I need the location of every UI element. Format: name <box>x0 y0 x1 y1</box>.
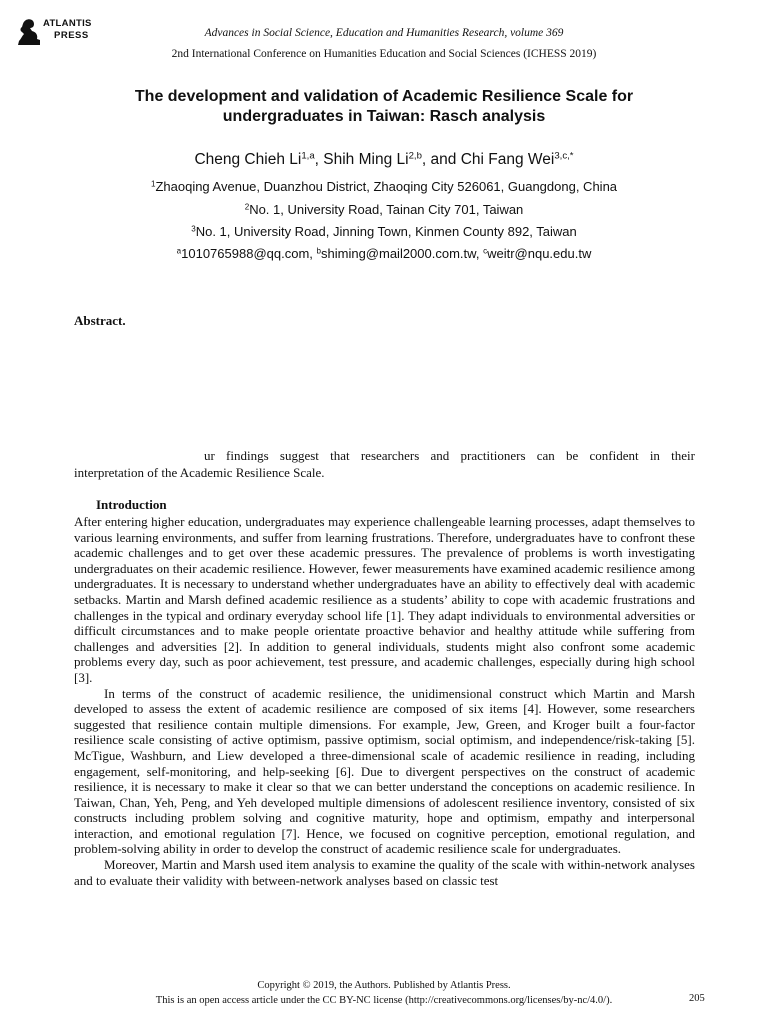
email-link[interactable]: 1010765988@qq.com <box>181 246 310 261</box>
copyright-notice: Copyright © 2019, the Authors. Published by Atlantis Press. <box>257 980 511 991</box>
author-list <box>74 151 694 169</box>
affiliation <box>74 179 694 194</box>
publisher-name-line1: ATLANTIS <box>43 18 92 29</box>
journal-header: Advances in Social Science, Education and Humanities Research, volume 369 <box>204 27 564 39</box>
author-separator: , and <box>421 151 461 168</box>
paper-title <box>74 87 694 127</box>
email-marker: a <box>176 246 182 256</box>
paper-title-line2: undergraduates in Taiwan: Rasch analysis <box>222 108 546 125</box>
abstract-heading: Abstract. <box>74 313 126 328</box>
email-link[interactable]: weitr@nqu.edu.tw <box>487 246 592 261</box>
affiliation-number: 1 <box>150 179 156 189</box>
email-separator: , <box>309 246 317 261</box>
author-name: Shih Ming Li <box>323 151 409 168</box>
body-paragraph: In terms of the construct of academic resilience, the unidimensional construct which Martin and Marsh developed to assess the extent of academic resilience are composed of six items [4]. However, some researchers suggested that resilience contain multiple dimensions. For example, Jew, Green, and Kroger built a four-factor resilience scale consisting of active optimism, passive optimism, social optimism, and independence/risk-taking [5]. McTigue, Washburn, and Liew developed a three-dimensional scale of academic resilience in reading, including engagement, self-monitoring, and help-seeking [6]. Due to divergent perspectives on the construct of academic resilience, it is necessary to make it clear so that we can better understand the conceptions on academic resilience. In Taiwan, Chan, Yeh, Peng, and Yeh developed multiple dimensions of adolescent resilience inventory, consisted of six constructs including problem solving and cognitive maturity, hope and optimism, empathy and interpersonal interaction, and emotional regulation [7]. Hence, we focused on cognitive perception, emotional regulation, and problem-solving ability in order to develop the construct of academic resilience scale for undergraduates. <box>74 685 695 857</box>
body-paragraph: Moreover, Martin and Marsh used item analysis to examine the quality of the scale with within-network analyses and to evaluate their validity with between-network analyses based on classic test <box>74 857 695 888</box>
page-number: 205 <box>689 993 705 1004</box>
author-emails <box>74 246 694 261</box>
email-separator: , <box>475 246 484 261</box>
body-paragraph: After entering higher education, undergraduates may experience challengeable learning processes, adapt themselves to various learning environments, and suffer from learning frustrations. Therefore, undergraduates have to confront these academic challenges and to get over these academic pressures. The prevalence of problems is worth investigating undergraduates on their academic resilience. However, fewer measurements have examined academic resilience among undergraduates. It is necessary to understand whether undergraduates have an ability to effectively deal with academic setbacks. Martin and Marsh defined academic resilience as a students’ ability to cope with academic frustrations and challenges in the typical and ordinary everyday school life [1]. They adapt individuals to environmental adversities or difficult circumstances and to make people orientate proactive behavior and healthy attitude while suffering from challenges and adversities [2]. In addition to general individuals, students might also confront some academic problems every day, such as poor achievement, test pressure, and academic challenges, especially during high school [3]. <box>74 514 695 685</box>
affiliation-text: No. 1, University Road, Tainan City 701, Taiwan <box>249 202 524 217</box>
author-affiliation-marker: 2,b <box>408 150 422 162</box>
introduction-body <box>74 514 695 888</box>
abstract-text <box>74 447 695 481</box>
abstract-line: interpretation of the Academic Resilience Scale. <box>74 465 325 480</box>
affiliation-text: Zhaoqing Avenue, Duanzhou District, Zhaoqing City 526061, Guangdong, China <box>155 179 618 194</box>
affiliation-number: 3 <box>191 224 196 234</box>
thinker-logo-icon <box>16 18 42 46</box>
author-affiliation-marker: 3,c,* <box>554 150 574 162</box>
paper-title-line1: The development and validation of Academic Resilience Scale for <box>134 88 634 105</box>
affiliation-number: 2 <box>244 202 250 212</box>
affiliation <box>74 202 694 217</box>
email-marker: c <box>483 246 488 256</box>
publisher-logo <box>16 18 106 48</box>
license-notice: This is an open access article under the CC BY-NC license (http://creativecommons.org/licenses/by-nc/4.0/). <box>155 995 613 1006</box>
conference-header: 2nd International Conference on Humanities Education and Social Sciences (ICHESS 2019) <box>171 48 597 60</box>
author-affiliation-marker: 1,a <box>301 150 315 162</box>
author-name: Cheng Chieh Li <box>194 151 302 168</box>
section-heading-introduction: Introduction <box>96 497 167 512</box>
author-separator: , <box>314 151 324 168</box>
author-name: Chi Fang Wei <box>460 151 555 168</box>
publisher-name-line2: PRESS <box>54 30 89 41</box>
email-marker: b <box>316 246 321 256</box>
abstract-line: ur findings suggest that researchers and practitioners can be confident in their <box>204 448 695 463</box>
affiliation-text: No. 1, University Road, Jinning Town, Kinmen County 892, Taiwan <box>195 224 577 239</box>
email-link[interactable]: shiming@mail2000.com.tw <box>321 246 476 261</box>
affiliation <box>74 224 694 239</box>
